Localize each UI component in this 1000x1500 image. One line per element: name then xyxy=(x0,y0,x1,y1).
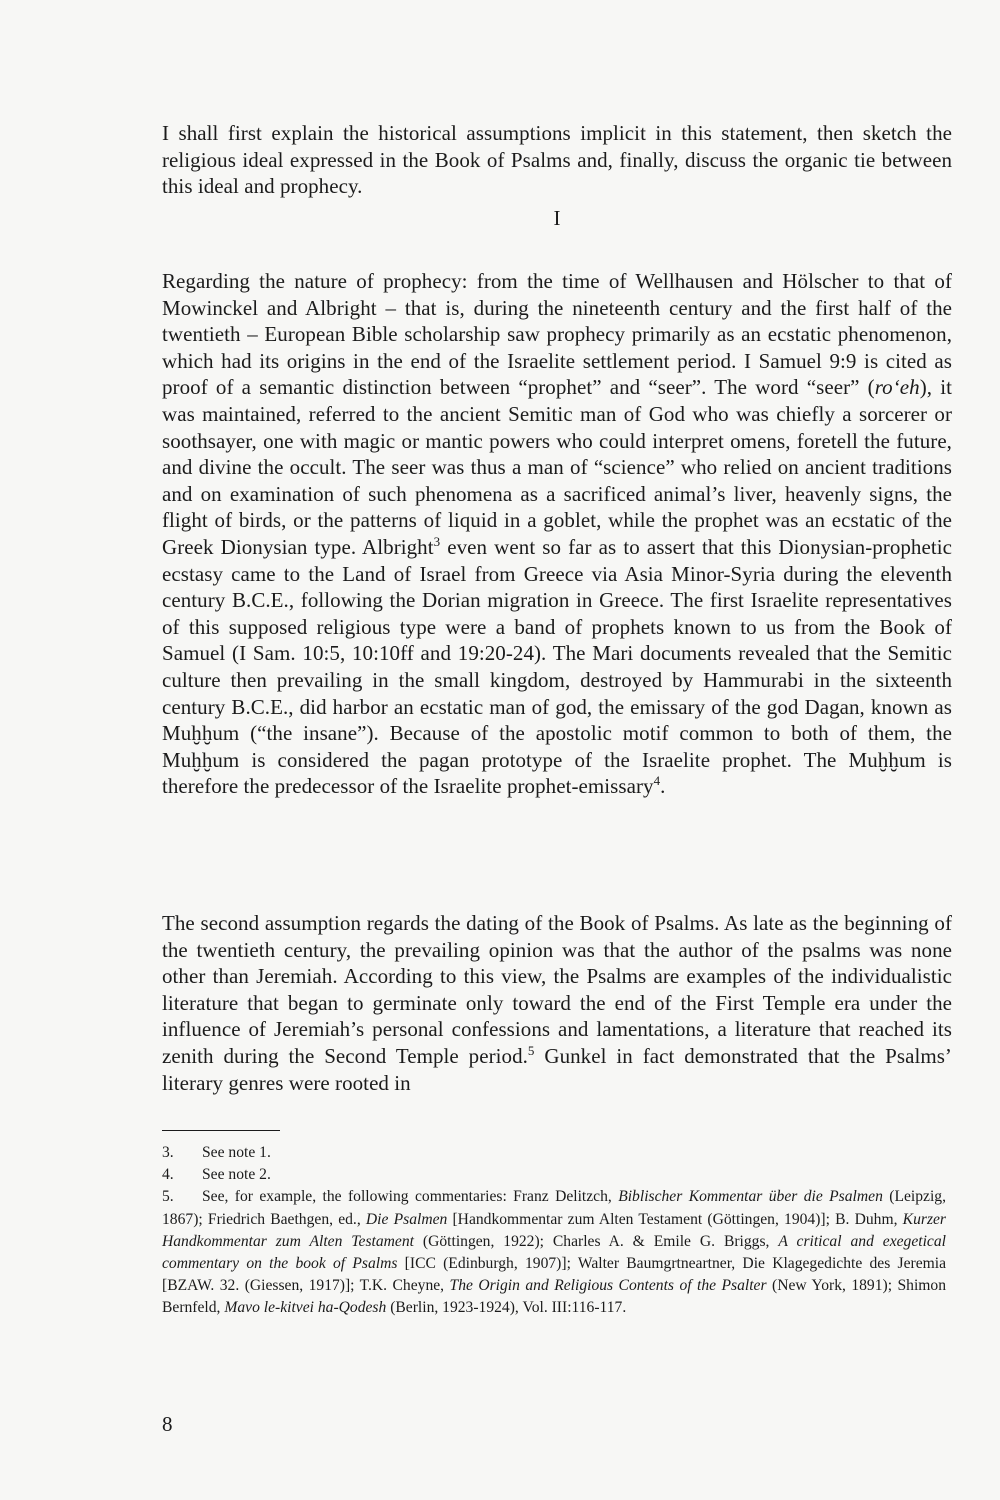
footnote-text: (New York, 1891); Shimon Bernfeld, xyxy=(162,1277,947,1317)
intro-paragraph: I shall first explain the historical assumptions implicit in this statement, then sketch the religious ideal expressed in the Book of Psalms and, finally, discuss the organic tie between this ideal and prophecy. xyxy=(162,121,952,199)
footnote-number: 5. xyxy=(162,1188,174,1206)
footnote-separator xyxy=(162,1130,280,1131)
footnote-number: 4. xyxy=(162,1166,174,1184)
book-title: Mavo le-kitvei ha-Qodesh xyxy=(224,1299,387,1317)
footnote-5 xyxy=(162,1186,946,1319)
text-run: even went so far as to assert that this Dionysian-prophetic ecstasy came to the Land of Israel from Greece via Asia Minor-Syria during the eleventh century B.C.E., following the Dorian migration in Greece. The first Israelite representatives of this supposed religious type were a band of prophets known to us from the Book of Samuel (I Sam. 10:5, 10:10ff and 19:20-24). The Mari documents revealed that the Semitic culture then prevailing in the small kingdom, destroyed by Hammurabi in the sixteenth century B.C.E., did harbor an ecstatic man of god, the emissary of the god Dagan, known as Muḫḫum (“the insane”). Because of the apostolic motif common to both of them, the Muḫḫum is considered the pagan prototype of the Israelite prophet. The Muḫḫum is therefore the predecessor of the Israelite prophet-emissary xyxy=(162,534,952,799)
footnote-3 xyxy=(162,1142,946,1164)
text-run: Regarding the nature of prophecy: from the time of Wellhausen and Hölscher to that of Mowinckel and Albright – that is, during the nineteenth century and the first half of the twentieth – European Bible scholarship saw prophecy primarily as an ecstatic phenomenon, which had its origins in the end of the Israelite settlement period. I Samuel 9:9 is cited as proof of a semantic distinction between “prophet” and “seer”. The word “seer” ( xyxy=(162,269,952,400)
footnote-text: See, for example, the following commentaries: Franz Delitzch, xyxy=(202,1188,619,1206)
footnote-ref-3: 3 xyxy=(433,533,441,549)
footnote-text: [Handkommentar zum Alten Testament (Göttingen, 1904)]; B. Duhm, xyxy=(447,1210,903,1228)
footnote-text: [ICC (Edinburgh, 1907)]; Walter Baumgrtneartner, Die Klagegedichte des Jeremia [BZAW. 32. (Giessen, 1917)]; T.K. Cheyne, xyxy=(162,1255,946,1295)
book-title: Biblischer Kommentar über die Psalmen xyxy=(618,1188,883,1206)
footnotes xyxy=(162,1142,946,1320)
footnote-ref-5: 5 xyxy=(527,1042,535,1058)
paragraph-psalms-dating xyxy=(162,910,952,1096)
footnote-text: (Leipzig, 1867); Friedrich Baethgen, ed., xyxy=(162,1188,946,1228)
footnote-text: (Berlin, 1923-1924), Vol. III:116-117. xyxy=(386,1299,627,1317)
text-run: . xyxy=(660,774,666,799)
book-title: Kurzer Handkommentar zum Alten Testament xyxy=(162,1210,946,1250)
section-number: I xyxy=(553,206,561,230)
text-run: ), it was maintained, referred to the ancient Semitic man of God who was chiefly a sorcerer or soothsayer, one with magic or mantic powers who could interpret omens, foretell the future, and divine the occult. The seer was thus a man of “science” who relied on ancient traditions and on examination of such phenomena as a sacrificed animal’s liver, heavenly signs, the flight of birds, or the patterns of liquid in a goblet, while the prophet was an ecstatic of the Greek Dionysian type. Albright xyxy=(162,375,952,559)
book-title: A critical and exegetical commentary on the book of Psalms xyxy=(162,1232,946,1273)
italic-term: ro‘eh xyxy=(874,375,920,400)
book-title: The Origin and Religious Contents of the Psalter xyxy=(449,1277,767,1295)
footnote-text: (Göttingen, 1922); Charles A. & Emile G. Briggs, xyxy=(413,1232,779,1250)
footnote-ref-4: 4 xyxy=(653,773,661,789)
footnote-text: See note 2. xyxy=(202,1166,271,1184)
paragraph-prophecy xyxy=(162,268,952,800)
footnote-4 xyxy=(162,1164,946,1186)
text-run: The second assumption regards the dating of the Book of Psalms. As late as the beginning of the twentieth century, the prevailing opinion was that the author of the psalms was none other than Jeremiah. According to this view, the Psalms are examples of the individualistic literature that began to germinate only toward the end of the First Temple era under the influence of Jeremiah’s personal confessions and lamentations, a literature that reached its zenith during the Second Temple period. xyxy=(162,911,952,1068)
text-run: Gunkel in fact demonstrated that the Psalms’ literary genres were rooted in xyxy=(162,1043,952,1095)
footnote-text: See note 1. xyxy=(202,1144,271,1161)
page-number: 8 xyxy=(162,1412,173,1436)
book-title: Die Psalmen xyxy=(365,1210,448,1228)
footnote-number: 3. xyxy=(162,1144,174,1161)
